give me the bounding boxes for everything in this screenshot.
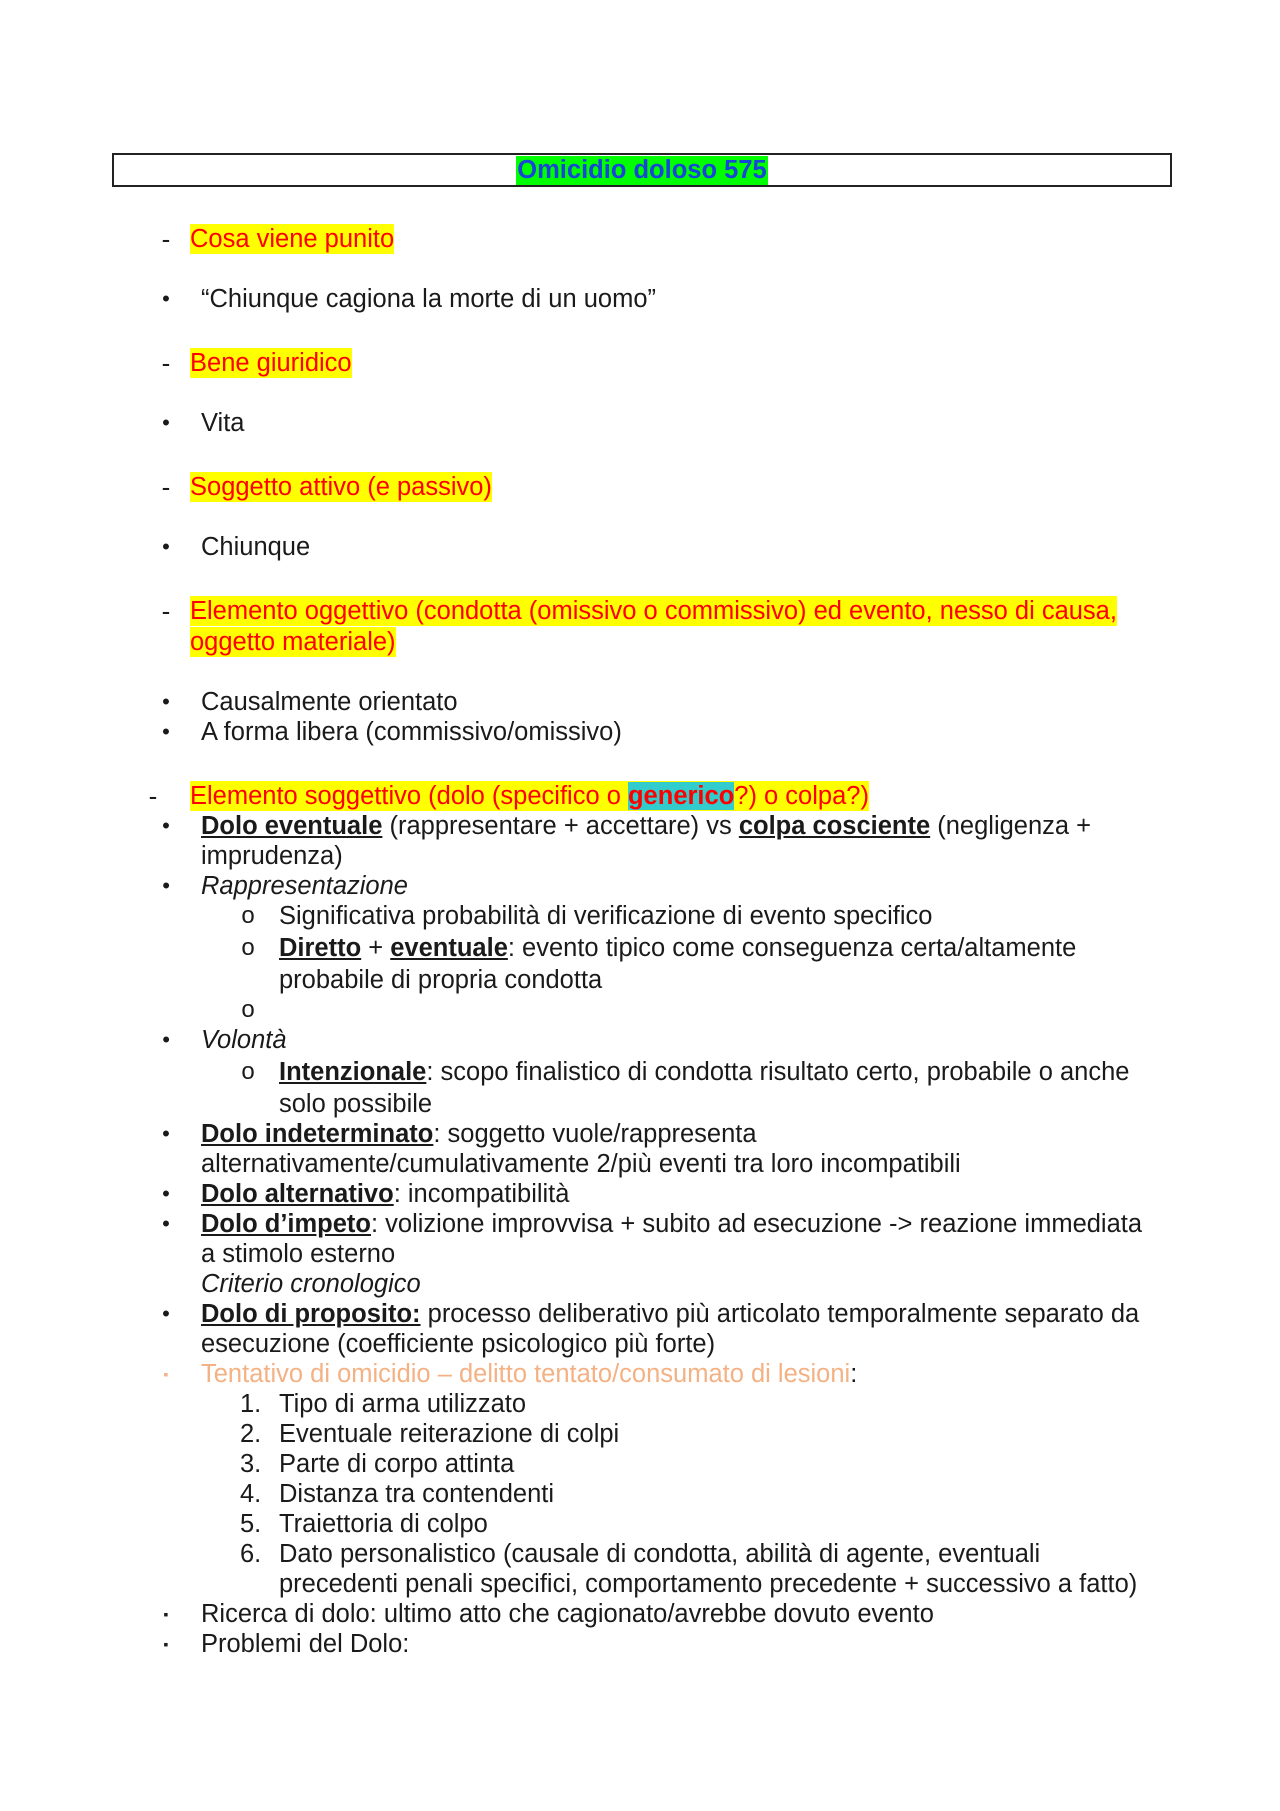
item-number: 3. — [240, 1450, 262, 1478]
item-number: 6. — [240, 1540, 262, 1568]
item-text: Distanza tra contendenti — [279, 1480, 554, 1508]
item-text: Causalmente orientato — [201, 688, 458, 716]
item-text — [201, 1209, 1142, 1239]
item-text — [201, 1299, 1139, 1329]
title-box — [112, 153, 1172, 187]
circle-marker: o — [241, 996, 255, 1023]
item-text: Criterio cronologico — [201, 1270, 421, 1298]
item-text: Vita — [201, 409, 245, 437]
heading-text: Soggetto attivo (e passivo) — [190, 473, 492, 501]
bullet-marker: • — [162, 873, 170, 898]
item-text: a stimolo esterno — [201, 1240, 396, 1268]
item-number: 2. — [240, 1420, 262, 1448]
item-text: Ricerca di dolo: ultimo atto che cagionato/avrebbe dovuto evento — [201, 1600, 934, 1628]
bullet-marker: • — [162, 1211, 170, 1236]
term: Dolo alternativo — [201, 1180, 394, 1208]
item-text-part: : — [850, 1360, 858, 1388]
bullet-marker: • — [162, 719, 170, 744]
item-number: 4. — [240, 1480, 262, 1508]
item-text-part: Tentativo di omicidio – delitto tentato/consumato di lesioni — [201, 1360, 851, 1388]
item-text: Rappresentazione — [201, 872, 408, 900]
bullet-marker: • — [162, 534, 170, 559]
bullet-marker: • — [162, 689, 170, 714]
heading-text-pre: Elemento soggettivo (dolo (specifico o — [190, 782, 628, 810]
term: Diretto — [279, 934, 362, 962]
item-text — [201, 1359, 857, 1389]
bullet-marker: • — [162, 1121, 170, 1146]
item-text-part: (negligenza + — [930, 812, 1092, 840]
bullet-marker: • — [162, 1301, 170, 1326]
heading-text — [190, 781, 869, 811]
term: eventuale — [390, 934, 508, 962]
page-title: Omicidio doloso 575 — [517, 156, 767, 184]
item-text — [201, 811, 1091, 841]
item-text: Traiettoria di colpo — [279, 1510, 488, 1538]
item-number: 5. — [240, 1510, 262, 1538]
item-text: Problemi del Dolo: — [201, 1630, 410, 1658]
item-text-part: : volizione improvvisa + subito ad esecuzione -> reazione immediata — [370, 1210, 1143, 1238]
item-text: Volontà — [201, 1026, 287, 1054]
item-text: imprudenza) — [201, 842, 343, 870]
item-number: 1. — [240, 1390, 262, 1418]
item-text-part: : incompatibilità — [393, 1180, 570, 1208]
heading-text-post: ?) o colpa?) — [734, 782, 869, 810]
bullet-marker: • — [162, 1027, 170, 1052]
item-text-part: (rappresentare + accettare) vs — [382, 812, 739, 840]
term: Dolo indeterminato — [201, 1120, 434, 1148]
item-text: precedenti penali specifici, comportamento precedente + successivo a fatto) — [279, 1570, 1138, 1598]
item-text: alternativamente/cumulativamente 2/più eventi tra loro incompatibili — [201, 1150, 961, 1178]
square-marker: ▪ — [163, 1606, 169, 1622]
heading-text: Cosa viene punito — [190, 225, 395, 253]
item-text — [279, 1057, 1129, 1087]
item-text: Tipo di arma utilizzato — [279, 1390, 527, 1418]
item-text: esecuzione (coefficiente psicologico più forte) — [201, 1330, 716, 1358]
item-text — [201, 1119, 757, 1149]
square-marker: ▪ — [163, 1366, 169, 1382]
item-text-part: : evento tipico come conseguenza certa/altamente — [507, 934, 1077, 962]
bullet-marker: • — [162, 286, 170, 311]
item-text: Significativa probabilità di verificazione di evento specifico — [279, 902, 933, 930]
circle-marker: o — [241, 1058, 255, 1085]
item-text-part: + — [361, 934, 391, 962]
item-text: Dato personalistico (causale di condotta, abilità di agente, eventuali — [279, 1540, 1041, 1568]
term: Intenzionale — [279, 1058, 427, 1086]
item-text: Parte di corpo attinta — [279, 1450, 515, 1478]
item-text: Chiunque — [201, 533, 311, 561]
heading-text: Elemento oggettivo (condotta (omissivo o commissivo) ed evento, nesso di causa, — [190, 597, 1117, 625]
heading-text: oggetto materiale) — [190, 628, 396, 656]
term: Dolo eventuale — [201, 812, 383, 840]
dash-marker: - — [161, 348, 171, 378]
dash-marker: - — [161, 224, 171, 254]
dash-marker: - — [161, 472, 171, 502]
term: Dolo di proposito: — [201, 1300, 421, 1328]
item-text: A forma libera (commissivo/omissivo) — [201, 718, 622, 746]
item-text: solo possibile — [279, 1090, 433, 1118]
bullet-marker: • — [162, 1181, 170, 1206]
item-text-part: : scopo finalistico di condotta risultato certo, probabile o anche — [426, 1058, 1130, 1086]
heading-text: Bene giuridico — [190, 349, 352, 377]
highlight-generico: generico — [627, 782, 735, 810]
square-marker: ▪ — [163, 1636, 169, 1652]
item-text-part: processo deliberativo più articolato temporalmente separato da — [420, 1300, 1140, 1328]
term: colpa cosciente — [738, 812, 931, 840]
item-text — [201, 1179, 569, 1209]
term: Dolo d’impeto — [201, 1210, 371, 1238]
item-text: “Chiunque cagiona la morte di un uomo” — [201, 285, 657, 313]
circle-marker: o — [241, 902, 255, 929]
dash-marker: - — [148, 781, 158, 811]
bullet-marker: • — [162, 813, 170, 838]
bullet-marker: • — [162, 410, 170, 435]
circle-marker: o — [241, 934, 255, 961]
item-text: probabile di propria condotta — [279, 966, 603, 994]
item-text — [279, 933, 1076, 963]
dash-marker: - — [161, 596, 171, 626]
item-text: Eventuale reiterazione di colpi — [279, 1420, 620, 1448]
item-text-part: : soggetto vuole/rappresenta — [433, 1120, 757, 1148]
